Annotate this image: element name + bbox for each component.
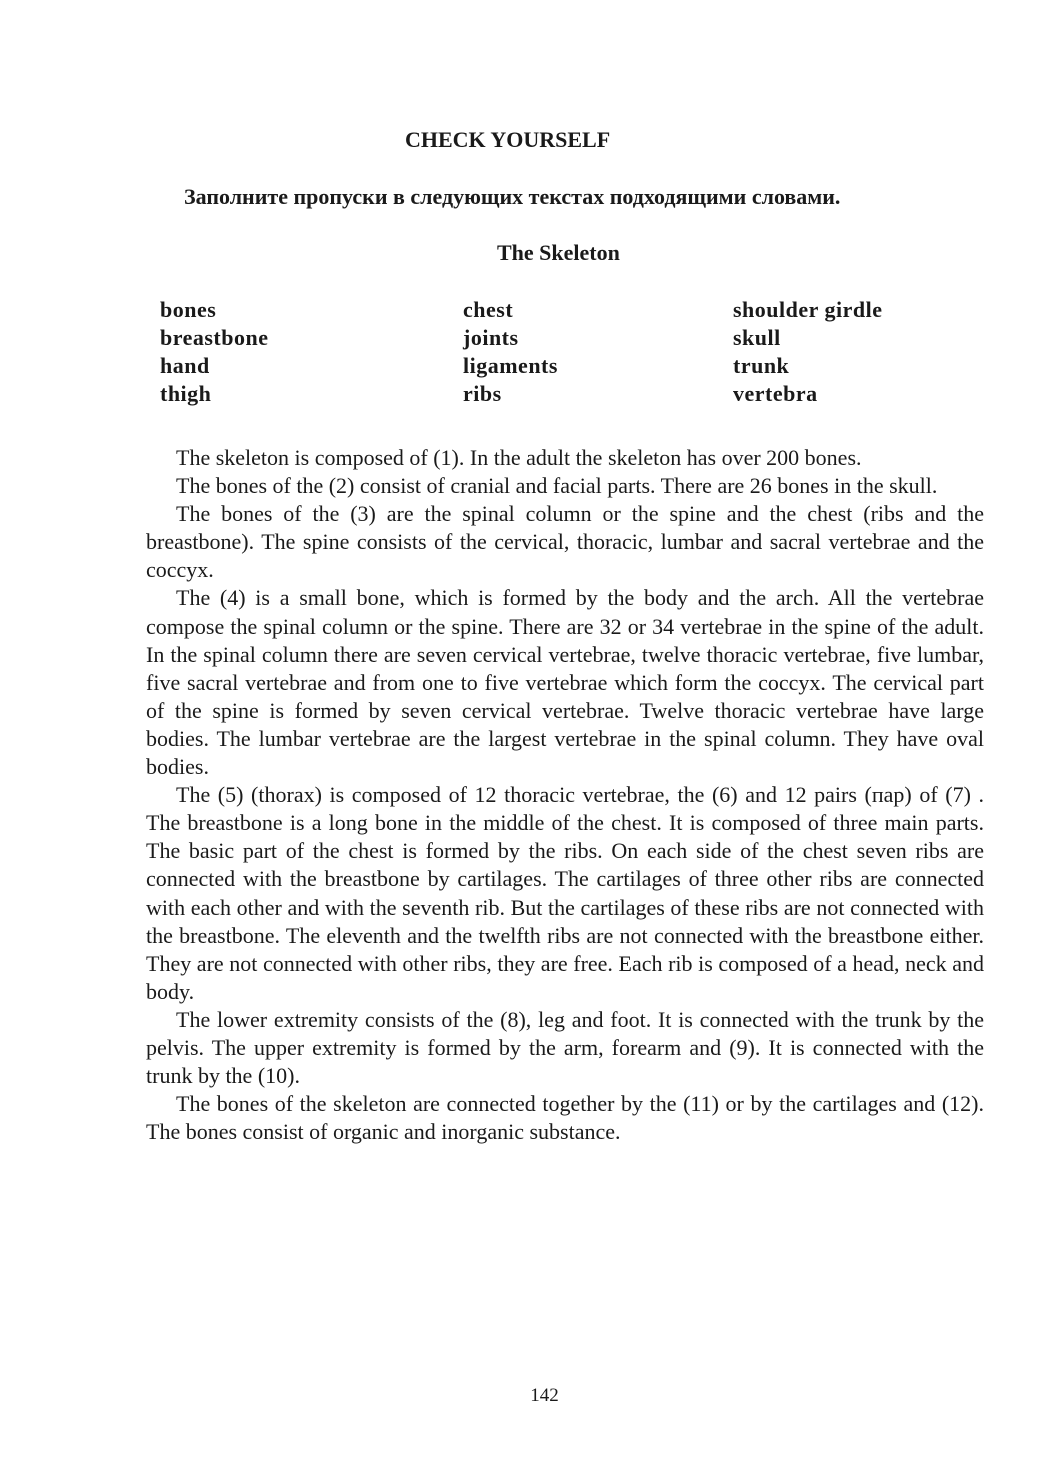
word-bank-item: shoulder girdle bbox=[733, 297, 883, 322]
paragraph: The bones of the skeleton are connected together by the (11) or by the cartilages and (12). The bones consist of organic and inorganic substance. bbox=[146, 1091, 984, 1145]
section-title: The Skeleton bbox=[497, 240, 620, 265]
word-bank-column-3 bbox=[733, 296, 883, 408]
word-bank-column-2 bbox=[463, 296, 558, 408]
exercise-text bbox=[146, 444, 984, 1146]
word-bank-item: hand bbox=[160, 353, 210, 378]
exercise-instruction: Заполните пропуски в следующих текстах подходящими словами. bbox=[184, 184, 841, 209]
word-bank-item: thigh bbox=[160, 381, 212, 406]
paragraph: The lower extremity consists of the (8), leg and foot. It is connected with the trunk by the pelvis. The upper extremity is formed by the arm, forearm and (9). It is connected with the trunk by the (10). bbox=[146, 1006, 984, 1089]
word-bank-item: skull bbox=[733, 325, 781, 350]
paragraph: The bones of the (3) are the spinal column or the spine and the chest (ribs and the breastbone). The spine consists of the cervical, thoracic, lumbar and sacral vertebrae and the coccyx. bbox=[146, 501, 984, 583]
word-bank-item: breastbone bbox=[160, 325, 269, 350]
word-bank-item: bones bbox=[160, 297, 217, 322]
word-bank-item: ligaments bbox=[463, 353, 558, 378]
paragraph: The bones of the (2) consist of cranial and facial parts. There are 26 bones in the skull. bbox=[176, 473, 938, 499]
word-bank-item: vertebra bbox=[733, 381, 818, 406]
word-bank-column-1 bbox=[160, 296, 269, 408]
paragraph: The (5) (thorax) is composed of 12 thoracic vertebrae, the (6) and 12 pairs (пар) of (7) . The breastbone is a long bone in the middle of the chest. It is composed of three main parts. The basic part of the chest is formed by the ribs. On each side of the chest seven ribs are connected with the breastbone by cartilages. The cartilages of three other ribs are connected with each other and with the seventh rib. But the cartilages of these ribs are not connected with the breastbone. The eleventh and the twelfth ribs are not connected with the breastbone either. They are not connected with other ribs, they are free. Each rib is composed of a head, neck and body. bbox=[146, 782, 984, 1004]
word-bank bbox=[160, 296, 940, 412]
word-bank-item: joints bbox=[463, 325, 519, 350]
paragraph: The skeleton is composed of (1). In the adult the skeleton has over 200 bones. bbox=[176, 445, 862, 470]
word-bank-item: trunk bbox=[733, 353, 790, 378]
word-bank-item: chest bbox=[463, 297, 514, 322]
paragraph: The (4) is a small bone, which is formed by the body and the arch. All the vertebrae compose the spinal column or the spine. There are 32 or 34 vertebrae in the spine of the adult. In the spinal column there are seven cervical vertebrae, twelve thoracic vertebrae, five lumbar, five sacral vertebrae and from one to five vertebrae which form the coccyx. The cervical part of the spine is formed by seven cervical vertebrae. Twelve thoracic vertebrae have large bodies. The lumbar vertebrae are the largest vertebrae in the spinal column. They have oval bodies. bbox=[146, 585, 984, 780]
page-heading: CHECK YOURSELF bbox=[405, 127, 611, 152]
word-bank-item: ribs bbox=[463, 381, 502, 406]
page-number: 142 bbox=[530, 1385, 559, 1406]
